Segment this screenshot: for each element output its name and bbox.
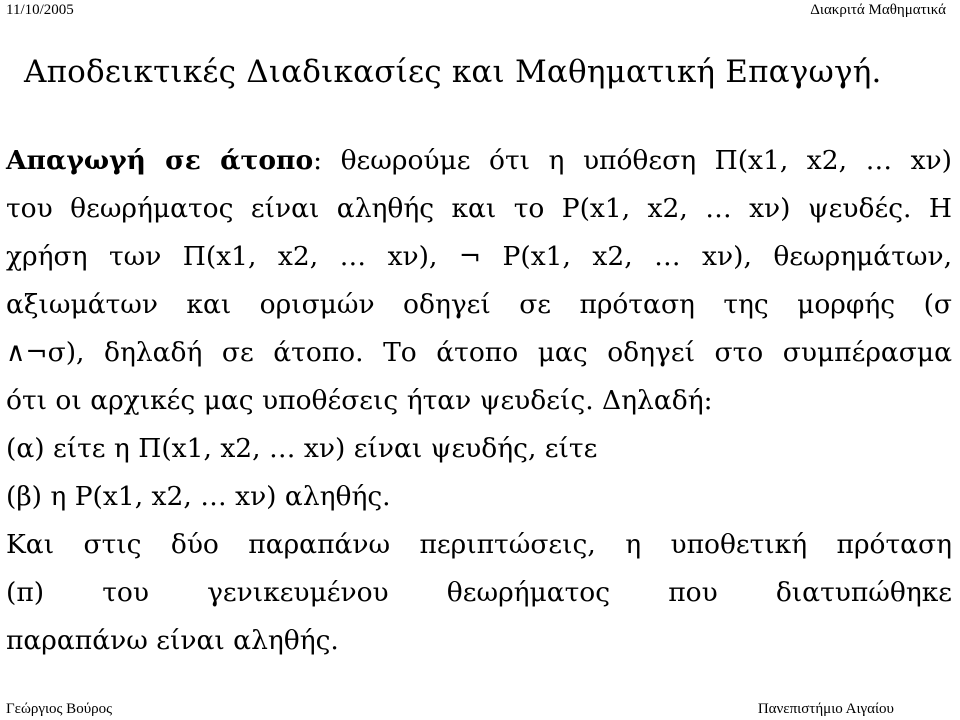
body-line-6: ότι οι αρχικές μας υποθέσεις ήταν ψευδείς. Δηλαδή: [6,385,713,416]
footer-author: Γεώργιος Βούρος [6,701,113,717]
term-reductio: Απαγωγή σε άτοπο [6,145,314,176]
body-line-4: αξιωμάτων και ορισμών οδηγεί σε πρόταση της μορφής (σ [6,289,952,320]
body-line-11: παραπάνω είναι αληθής. [6,625,339,656]
footer-university: Πανεπιστήμιο Αιγαίου [757,701,894,717]
body-line-2: του θεωρήματος είναι αληθής και το Ρ(x1, x2, … xν) ψευδές. Η [6,193,952,224]
body-line-10: (π) του γενικευμένου θεωρήματος που διατυπώθηκε [6,577,952,608]
page-title: Αποδεικτικές Διαδικασίες και Μαθηματική Επαγωγή. [24,54,882,90]
body-line-1 [6,145,952,176]
body-line-3: χρήση των Π(x1, x2, … xν), ¬ Ρ(x1, x2, … xν), θεωρημάτων, [6,241,952,272]
body-line-7: (α) είτε η Π(x1, x2, … xν) είναι ψευδής, είτε [6,433,598,464]
header-date: 11/10/2005 [6,2,74,18]
body-line-1-rest: : θεωρούμε ότι η υπόθεση Π(x1, x2, … xν) [313,145,952,176]
header-course: Διακριτά Μαθηματικά [810,2,946,18]
body-line-8: (β) η Ρ(x1, x2, … xν) αληθής. [6,481,391,512]
body-line-5: ∧¬σ), δηλαδή σε άτοπο. Το άτοπο μας οδηγεί στο συμπέρασμα [6,337,952,368]
body-line-9: Και στις δύο παραπάνω περιπτώσεις, η υποθετική πρόταση [6,529,952,560]
